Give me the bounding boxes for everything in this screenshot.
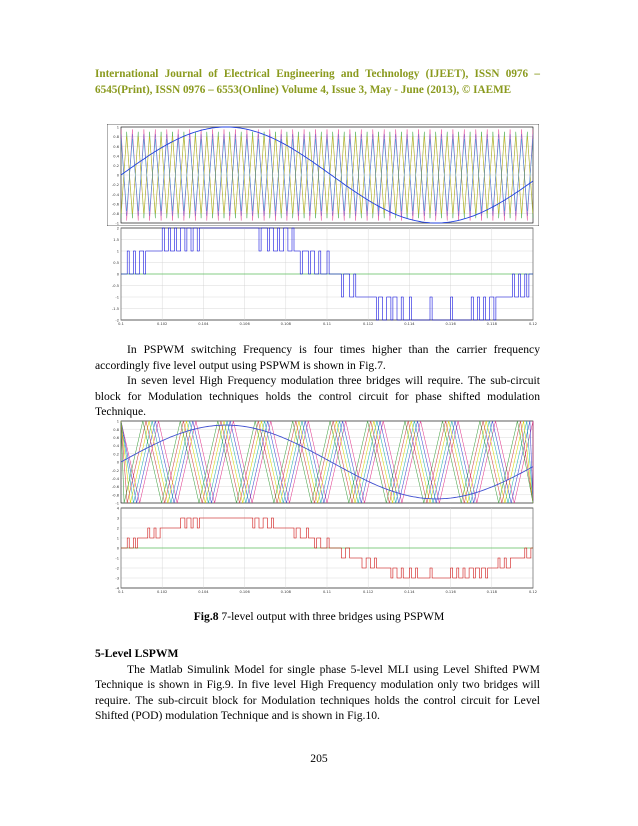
x-tick-label: 0.118: [486, 322, 497, 326]
x-tick-label: 0.106: [239, 322, 250, 326]
x-tick-label: 0.104: [198, 322, 209, 326]
y-tick-label: -0.4: [111, 192, 119, 197]
x-tick-label: 0.118: [486, 590, 497, 594]
y-tick-label: -1: [115, 295, 119, 300]
x-tick-label: 0.12: [528, 590, 538, 594]
y-tick-label: 0: [116, 546, 119, 551]
y-tick-label: -0.6: [111, 202, 119, 207]
x-tick-label: 0.106: [239, 590, 250, 594]
header-line-1: International Journal of Electrical Engineering and Technology (IJEET), ISSN 0976 –: [95, 68, 540, 80]
y-tick-label: 0.4: [113, 444, 119, 449]
x-tick-label: 0.1: [118, 322, 124, 326]
x-tick-label: 0.116: [445, 322, 456, 326]
header-line-2: 6545(Print), ISSN 0976 – 6553(Online) Volume 4, Issue 3, May - June (2013), © IAEME: [95, 84, 512, 96]
y-tick-label: -1: [115, 556, 119, 561]
x-tick-label: 0.116: [445, 590, 456, 594]
x-tick-label: 0.102: [157, 322, 168, 326]
y-tick-label: -2: [115, 566, 119, 571]
y-tick-label: 0.8: [113, 427, 119, 432]
y-tick-label: -1: [115, 221, 119, 226]
x-tick-label: 0.112: [363, 322, 374, 326]
y-tick-label: -0.2: [111, 183, 119, 188]
section-lspwm: [95, 646, 540, 724]
x-tick-label: 0.114: [404, 322, 415, 326]
y-tick-label: -0.2: [111, 468, 119, 473]
journal-header: [95, 66, 540, 98]
page-number: 205: [310, 752, 328, 765]
y-tick-label: 0.4: [113, 154, 119, 159]
x-tick-label: 0.108: [280, 590, 291, 594]
fig8-caption-label: Fig.8: [193, 610, 219, 623]
section-paragraph: The Matlab Simulink Model for single phase 5-level MLI using Level Shifted PWM Technique is shown in Fig.9. In five level High Frequency modulation only two bridges will require. The sub-circuit block for Modulation techniques holds the control circuit for Level Shifted (POD) modulation Technique and is shown in Fig.10.: [95, 662, 540, 723]
y-tick-label: -0.8: [111, 493, 119, 498]
body-paragraph-1: [95, 342, 540, 420]
y-tick-label: 2: [116, 526, 119, 531]
y-tick-label: 1: [116, 125, 119, 130]
x-tick-label: 0.114: [404, 590, 415, 594]
x-tick-label: 0.11: [322, 590, 332, 594]
y-tick-label: 0.6: [113, 436, 119, 440]
y-tick-label: -2: [115, 318, 119, 323]
y-tick-label: -0.4: [111, 477, 119, 481]
y-tick-label: 1: [116, 419, 119, 424]
x-tick-label: 0.108: [280, 322, 291, 326]
y-tick-label: -0.8: [111, 212, 119, 216]
y-tick-label: 0.2: [113, 452, 119, 457]
paragraph-pspwm: In PSPWM switching Frequency is four times higher than the carrier frequency accordingly five level output using PSPWM is shown in Fig.7.: [95, 343, 540, 372]
y-tick-label: -4: [115, 586, 119, 591]
fig8-carrier-plot: [107, 418, 539, 506]
x-tick-label: 0.1: [118, 590, 124, 594]
y-tick-label: 0: [116, 173, 119, 178]
y-tick-label: 1: [116, 536, 119, 541]
y-tick-label: 0: [116, 272, 119, 277]
y-tick-label: 0: [116, 460, 119, 465]
section-title: 5-Level LSPWM: [95, 647, 179, 660]
y-tick-label: 2: [116, 226, 119, 231]
x-tick-label: 0.112: [363, 590, 374, 594]
y-tick-label: -1: [115, 501, 119, 506]
y-tick-label: -1.5: [111, 307, 119, 312]
x-tick-label: 0.102: [157, 590, 168, 594]
fig7-output-plot: [107, 226, 539, 328]
y-tick-label: 0.2: [113, 164, 119, 168]
y-tick-label: 4: [116, 506, 119, 511]
fig7-carrier-plot: [107, 124, 539, 226]
y-tick-label: -0.5: [111, 284, 119, 289]
fig8-caption-text: 7-level output with three bridges using PSPWM: [218, 610, 445, 623]
y-tick-label: 3: [116, 516, 119, 521]
y-tick-label: 1: [116, 249, 119, 254]
y-tick-label: 0.5: [113, 261, 119, 266]
y-tick-label: -3: [115, 576, 119, 581]
fig8-output-plot: [107, 506, 539, 596]
y-tick-label: -0.6: [111, 485, 119, 490]
x-tick-label: 0.11: [322, 322, 332, 326]
y-tick-label: 1.5: [113, 238, 119, 243]
paragraph-seven-level: In seven level High Frequency modulation three bridges will require. The sub-circuit block for Modulation techniques holds the control circuit for phase shifted modulation Technique.: [95, 374, 540, 419]
x-tick-label: 0.12: [528, 322, 538, 326]
y-tick-label: 0.8: [113, 135, 119, 140]
y-tick-label: 0.6: [113, 144, 119, 149]
x-tick-label: 0.104: [198, 590, 209, 594]
fig8-caption: [0, 610, 638, 623]
